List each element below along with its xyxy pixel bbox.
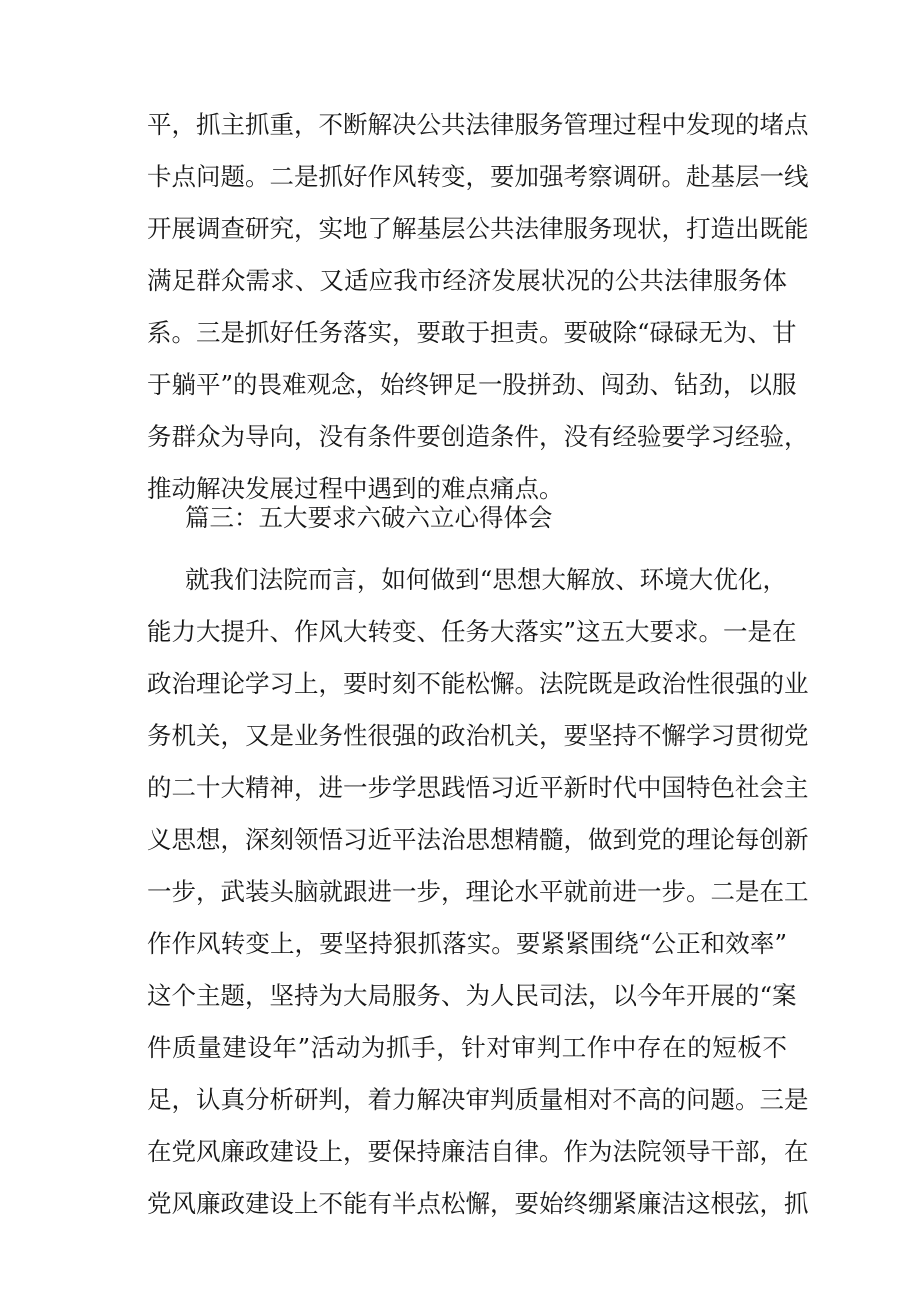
paragraph-2-line: 在党风廉政建设上，要保持廉洁自律。作为法院领导干部，在 [147, 1137, 809, 1166]
paragraph-2-line: 党风廉政建设上不能有半点松懈，要始终绷紧廉洁这根弦，抓 [147, 1189, 809, 1218]
paragraph-2-line: 一步，武装头脑就跟进一步，理论水平就前进一步。二是在工 [147, 877, 809, 906]
paragraph-1-line: 务群众为导向，没有条件要创造条件，没有经验要学习经验， [147, 422, 809, 451]
paragraph-2-line: 务机关，又是业务性很强的政治机关，要坚持不懈学习贯彻党 [147, 721, 809, 750]
paragraph-1-line: 满足群众需求、又适应我市经济发展状况的公共法律服务体 [147, 266, 787, 295]
paragraph-1-line: 推动解决发展过程中遇到的难点痛点。 [147, 474, 564, 503]
paragraph-2-line: 件质量建设年”活动为抓手，针对审判工作中存在的短板不 [147, 1033, 787, 1062]
paragraph-2-line: 能力大提升、作风大转变、任务大落实”这五大要求。一是在 [147, 617, 797, 646]
paragraph-2-line: 就我们法院而言，如何做到“思想大解放、环境大优化， [185, 565, 787, 594]
paragraph-2-line: 政治理论学习上，要时刻不能松懈。法院既是政治性很强的业 [147, 669, 809, 698]
paragraph-1-line: 系。三是抓好任务落实，要敢于担责。要破除“碌碌无为、甘 [147, 318, 797, 347]
paragraph-2-line: 这个主题，坚持为大局服务、为人民司法，以今年开展的“案 [147, 981, 797, 1010]
paragraph-1-line: 卡点问题。二是抓好作风转变，要加强考察调研。赴基层一线 [147, 162, 809, 191]
paragraph-2-line: 足，认真分析研判，着力解决审判质量相对不高的问题。三是 [147, 1085, 809, 1114]
paragraph-1-line: 开展调查研究，实地了解基层公共法律服务现状，打造出既能 [147, 214, 809, 243]
paragraph-1-line: 于躺平”的畏难观念，始终钾足一股拼劲、闯劲、钻劲，以服 [147, 370, 797, 399]
section-heading: 篇三：五大要求六破六立心得体会 [185, 503, 553, 532]
paragraph-2-line: 作作风转变上，要坚持狠抓落实。要紧紧围绕“公正和效率” [147, 929, 787, 958]
paragraph-2-line: 义思想，深刻领悟习近平法治思想精髓，做到党的理论每创新 [147, 825, 809, 854]
paragraph-1-line: 平，抓主抓重，不断解决公共法律服务管理过程中发现的堵点 [147, 110, 809, 139]
paragraph-2-line: 的二十大精神，进一步学思践悟习近平新时代中国特色社会主 [147, 773, 809, 802]
